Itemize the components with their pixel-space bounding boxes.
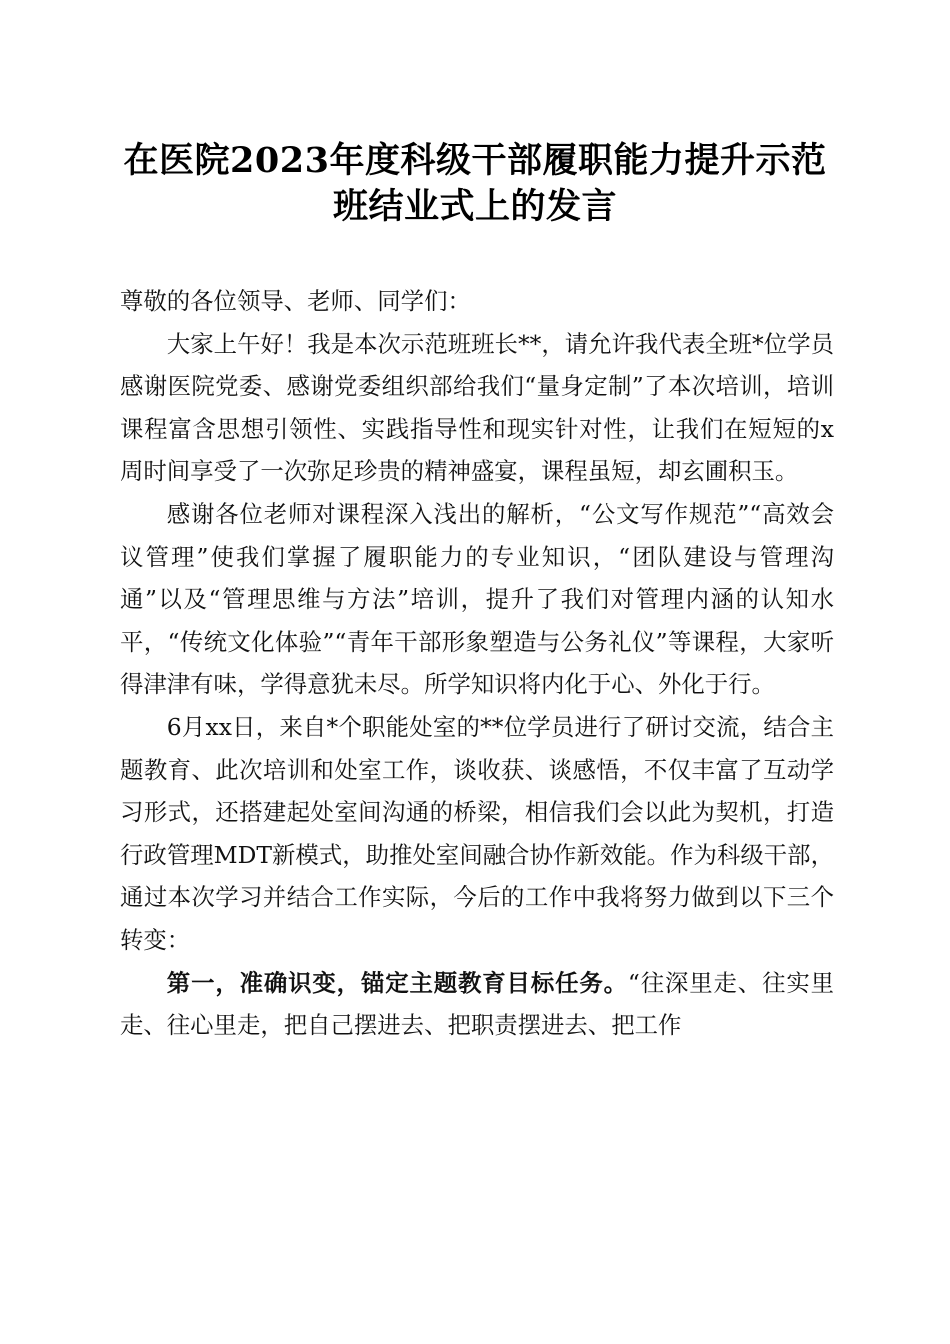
paragraph-2: 感谢各位老师对课程深入浅出的解析，“公文写作规范”“高效会议管理”使我们掌握了履职能力的专业知识，“团队建设与管理沟通”以及“管理思维与方法”培训，提升了我们对管理内涵的认知水平，“传统文化体验”“青年干部形象塑造与公务礼仪”等课程，大家听得津津有味，学得意犹未尽。所学知识将内化于心、外化于行。 [120, 499, 834, 699]
paragraph-point-1 [120, 962, 834, 1047]
point-1-text: “往深里走、往实里走、往心里走，把自己摆进去、把职责摆进去、把工作 [120, 968, 834, 1040]
document-body [120, 280, 834, 1047]
salutation: 尊敬的各位领导、老师、同学们： [120, 287, 471, 315]
title-line-1: 在医院2023年度科级干部履职能力提升示范 [123, 140, 827, 181]
title-line-2: 班结业式上的发言 [332, 186, 617, 227]
point-1-heading: 第一，准确识变，锚定主题教育目标任务。 [166, 968, 628, 997]
paragraph-1: 大家上午好！我是本次示范班班长**，请允许我代表全班*位学员感谢医院党委、感谢党委组织部给我们“量身定制”了本次培训，培训课程富含思想引领性、实践指导性和现实针对性，让我们在短短的x周时间享受了一次弥足珍贵的精神盛宴，课程虽短，却玄圃积玉。 [120, 329, 834, 486]
paragraph-3: 6月xx日，来自*个职能处室的**位学员进行了研讨交流，结合主题教育、此次培训和处室工作，谈收获、谈感悟，不仅丰富了互动学习形式，还搭建起处室间沟通的桥梁，相信我们会以此为契机，打造行政管理MDT新模式，助推处室间融合协作新效能。作为科级干部，通过本次学习并结合工作实际，今后的工作中我将努力做到以下三个转变： [120, 712, 834, 954]
document-title [100, 138, 850, 230]
